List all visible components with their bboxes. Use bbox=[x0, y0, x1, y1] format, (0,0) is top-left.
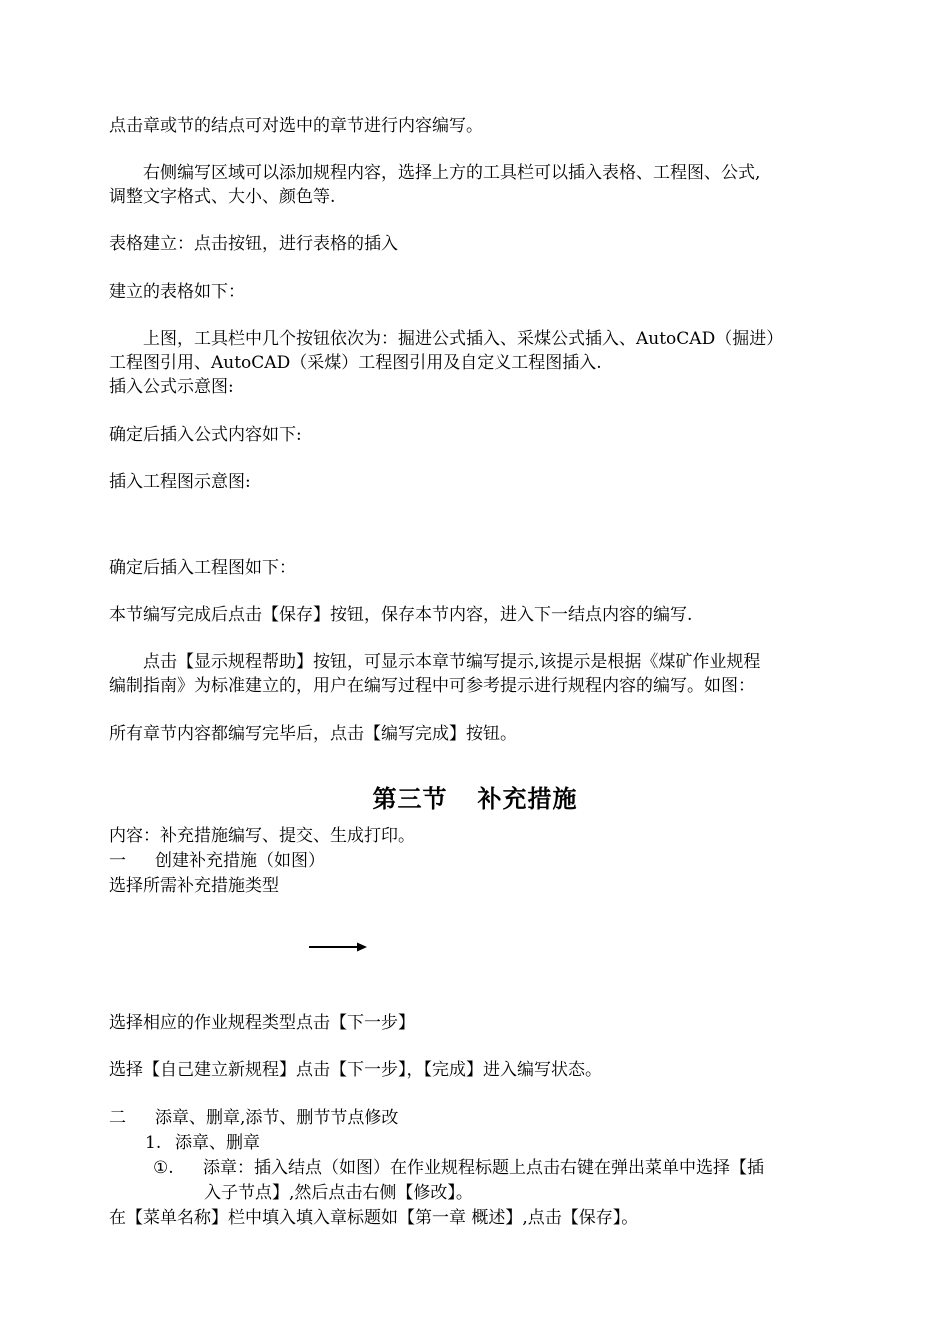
section-content: 内容：补充措施编写、提交、生成打印。 bbox=[109, 826, 415, 846]
paragraph-table-create: 表格建立：点击按钮，进行表格的插入 bbox=[109, 234, 398, 254]
paragraph-help-line2: 编制指南》为标准建立的，用户在编写过程中可参考提示进行规程内容的编写。如图： bbox=[109, 676, 755, 696]
paragraph-menu-name: 在【菜单名称】栏中填入填入章标题如【第一章 概述】,点击【保存】。 bbox=[109, 1208, 639, 1228]
right-arrow-icon bbox=[309, 940, 367, 954]
step-create-new: 选择【自己建立新规程】点击【下一步】，【完成】进入编写状态。 bbox=[109, 1060, 602, 1080]
item-1-description: 选择所需补充措施类型 bbox=[109, 876, 279, 896]
item-1 bbox=[109, 849, 325, 873]
section-title-name: 补充措施 bbox=[477, 784, 578, 813]
step-choose-type: 选择相应的作业规程类型点击【下一步】 bbox=[109, 1013, 415, 1033]
paragraph-formula-result: 确定后插入公式内容如下: bbox=[109, 425, 302, 445]
sub-item-1-number: 1. bbox=[145, 1133, 162, 1153]
item-2 bbox=[109, 1106, 398, 1130]
sub-item-1-1-text-line1: 添章：插入结点（如图）在作业规程标题上点击右键在弹出菜单中选择【插 bbox=[203, 1158, 764, 1178]
paragraph-toolbar-line2: 工程图引用、AutoCAD（采煤）工程图引用及自定义工程图插入. bbox=[109, 353, 602, 373]
sub-item-1-1-text-line2: 入子节点】,然后点击右侧【修改】。 bbox=[204, 1183, 473, 1203]
paragraph-table-result: 建立的表格如下： bbox=[109, 282, 245, 302]
sub-item-1 bbox=[145, 1131, 260, 1155]
paragraph-help-line1: 点击【显示规程帮助】按钮，可显示本章节编写提示,该提示是根据《煤矿作业规程 bbox=[143, 652, 761, 672]
sub-item-1-1-number: ①. bbox=[153, 1158, 174, 1178]
sub-item-1-text: 添章、删章 bbox=[175, 1133, 260, 1153]
section-title bbox=[0, 783, 950, 815]
paragraph-toolbar-line1: 上图，工具栏中几个按钮依次为：掘进公式插入、采煤公式插入、AutoCAD（掘进） bbox=[143, 329, 784, 349]
item-1-number: 一 bbox=[109, 851, 126, 871]
sub-item-1-1 bbox=[153, 1156, 764, 1180]
item-2-text: 添章、删章,添节、删节节点修改 bbox=[155, 1108, 399, 1128]
paragraph-finish: 所有章节内容都编写完毕后，点击【编写完成】按钮。 bbox=[109, 724, 517, 744]
paragraph-edit-area-line2: 调整文字格式、大小、颜色等. bbox=[109, 187, 336, 207]
paragraph-save: 本节编写完成后点击【保存】按钮，保存本节内容，进入下一结点内容的编写. bbox=[109, 605, 693, 625]
paragraph-drawing-diagram: 插入工程图示意图: bbox=[109, 472, 251, 492]
paragraph-node-click: 点击章或节的结点可对选中的章节进行内容编写。 bbox=[109, 116, 483, 136]
section-title-number: 第三节 bbox=[372, 784, 448, 813]
item-1-text: 创建补充措施（如图） bbox=[155, 851, 325, 871]
item-2-number: 二 bbox=[109, 1108, 126, 1128]
paragraph-drawing-result: 确定后插入工程图如下： bbox=[109, 558, 296, 578]
paragraph-formula-diagram: 插入公式示意图: bbox=[109, 377, 234, 397]
paragraph-edit-area-line1: 右侧编写区域可以添加规程内容，选择上方的工具栏可以插入表格、工程图、公式, bbox=[143, 163, 761, 183]
